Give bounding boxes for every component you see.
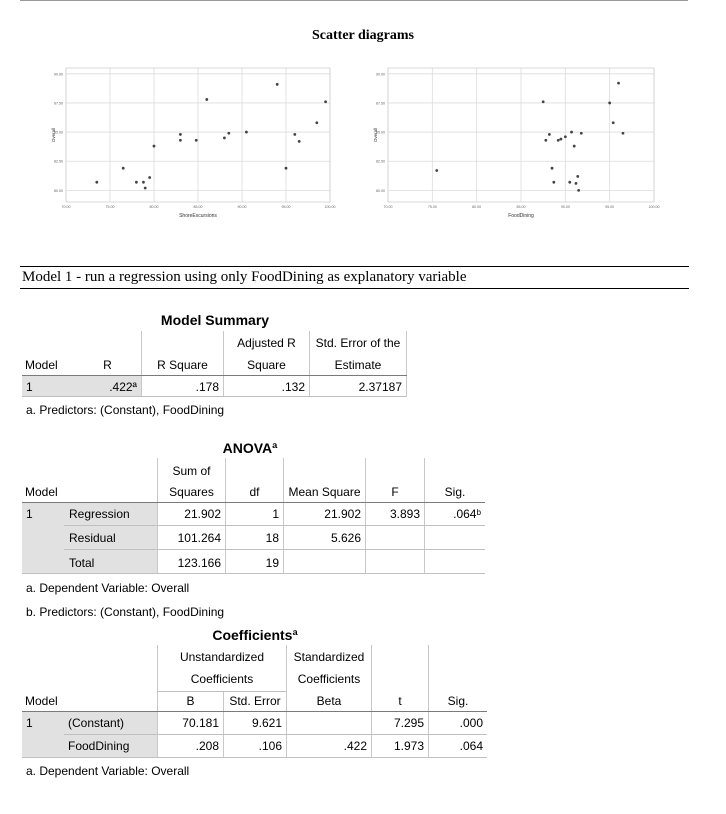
anova-header-sig: Sig. <box>444 485 466 499</box>
scatter-point <box>144 187 147 190</box>
scatter-point <box>293 133 296 136</box>
coef-header-unstd-1: Unstandardized <box>179 650 265 664</box>
y-tick-label: 80.00 <box>54 188 63 193</box>
x-tick-label: 75.00 <box>427 205 437 209</box>
coef-header-t: t <box>398 694 402 708</box>
x-tick-label: 70.00 <box>61 205 71 209</box>
scatter-point <box>179 133 182 136</box>
scatter-plot-food-dining <box>372 66 662 226</box>
anova-header-f: F <box>391 485 399 499</box>
x-tick-label: 80.00 <box>149 205 159 209</box>
coef-header-beta: Beta <box>316 694 342 708</box>
scatter-point <box>223 137 226 140</box>
scatter-point <box>276 83 279 86</box>
scatter-point <box>557 139 560 142</box>
y-tick-label: 85.00 <box>376 130 385 135</box>
x-axis-label: ShoreExcursions <box>179 213 217 219</box>
ms-header-se-1: Std. Error of the <box>315 336 401 350</box>
y-tick-label: 90.00 <box>376 72 385 77</box>
scatter-point <box>298 140 301 143</box>
scatter-point <box>205 98 208 101</box>
scatter-point <box>179 139 182 142</box>
y-tick-label: 87.50 <box>376 101 385 106</box>
scatter-point <box>575 182 578 185</box>
scatter-point <box>608 102 611 105</box>
ms-r-square-value: .178 <box>195 380 219 394</box>
y-axis-label: Overall <box>373 127 378 143</box>
coef-header-sig: Sig. <box>447 694 469 708</box>
scatter-point <box>552 181 555 184</box>
x-tick-label: 70.00 <box>383 205 393 209</box>
scatter-point <box>568 181 571 184</box>
scatter-point <box>576 175 579 178</box>
coef-header-se: Std. Error <box>229 694 281 708</box>
model-summary-title: Model Summary <box>160 312 270 328</box>
x-axis-label: FoodDining <box>508 213 534 219</box>
anova-model-num: 1 <box>26 507 33 521</box>
anova-header-ss-2: Squares <box>169 485 214 499</box>
ms-header-adj-r-2: Square <box>247 358 286 372</box>
ms-se-value: 2.37187 <box>358 380 402 394</box>
scatter-point <box>617 82 620 85</box>
scatter-point <box>195 139 198 142</box>
x-tick-label: 80.00 <box>472 205 482 209</box>
y-tick-label: 82.50 <box>54 159 63 164</box>
y-tick-label: 85.00 <box>54 130 63 135</box>
top-rule <box>20 0 688 1</box>
scatter-point <box>548 133 551 136</box>
scatter-point <box>622 132 625 135</box>
scatter-point <box>564 135 567 138</box>
coef-header-std-2: Coefficients <box>297 672 361 686</box>
scatter-point <box>570 131 573 134</box>
x-tick-label: 95.00 <box>281 205 291 209</box>
scatter-point <box>577 189 580 192</box>
ms-header-r-square: R Square <box>157 358 208 372</box>
scatter-point <box>227 132 230 135</box>
anova-note-b: b. Predictors: (Constant), FoodDining <box>26 605 225 619</box>
ms-note-a: a. Predictors: (Constant), FoodDining <box>26 403 225 417</box>
scatter-point <box>612 121 615 124</box>
x-tick-label: 85.00 <box>193 205 203 209</box>
scatter-title: Scatter diagrams <box>312 28 414 43</box>
scatter-point <box>544 139 547 142</box>
scatter-point <box>573 145 576 148</box>
scatter-point <box>153 145 156 148</box>
coef-header-b: B <box>186 694 195 708</box>
y-tick-label: 80.00 <box>376 188 385 193</box>
model-heading: Model 1 - run a regression using only FoodDining as explanatory variable <box>22 269 467 285</box>
y-tick-label: 82.50 <box>376 159 385 164</box>
ms-r-value: .422ª <box>109 380 137 394</box>
scatter-point <box>245 131 248 134</box>
anova-title: ANOVAª <box>222 440 278 456</box>
x-tick-label: 100.00 <box>324 205 336 209</box>
ms-header-se-2: Estimate <box>334 358 382 372</box>
anova-header-model: Model <box>25 485 58 499</box>
scatter-point <box>135 181 138 184</box>
x-tick-label: 100.00 <box>648 205 660 209</box>
x-tick-label: 95.00 <box>605 205 615 209</box>
scatter-point <box>148 176 151 179</box>
ms-header-adj-r-1: Adjusted R <box>237 336 296 350</box>
coef-header-model: Model <box>25 694 58 708</box>
scatter-point <box>560 138 563 141</box>
scatter-point <box>142 181 145 184</box>
scatter-point <box>122 167 125 170</box>
scatter-point <box>580 132 583 135</box>
scatter-point <box>551 167 554 170</box>
x-tick-label: 75.00 <box>105 205 115 209</box>
ms-adj-r-square-value: .132 <box>281 380 305 394</box>
scatter-point <box>95 181 98 184</box>
anova-header-ss-1: Sum of <box>172 464 211 478</box>
anova-header-df: df <box>249 485 260 499</box>
scatter-point <box>542 100 545 103</box>
scatter-point <box>324 100 327 103</box>
y-tick-label: 90.00 <box>54 72 63 77</box>
coefficients-title: Coefficientsª <box>212 627 298 643</box>
scatter-point <box>315 121 318 124</box>
scatter-point <box>285 167 288 170</box>
y-tick-label: 87.50 <box>54 101 63 106</box>
anova-note-a: a. Dependent Variable: Overall <box>26 581 190 595</box>
coef-header-unstd-2: Coefficients <box>190 672 254 686</box>
y-axis-label: Overall <box>51 127 56 143</box>
x-tick-label: 85.00 <box>516 205 526 209</box>
ms-header-model: Model <box>25 358 58 372</box>
coef-header-std-1: Standardized <box>293 650 365 664</box>
coef-note-a: a. Dependent Variable: Overall <box>26 764 190 778</box>
scatter-point <box>435 169 438 172</box>
x-tick-label: 90.00 <box>560 205 570 209</box>
coef-model-num: 1 <box>26 716 33 730</box>
model-heading-rule-top <box>20 266 689 267</box>
ms-header-r: R <box>103 358 112 372</box>
model-heading-rule-bottom <box>20 288 689 289</box>
anova-header-ms: Mean Square <box>288 485 361 499</box>
x-tick-label: 90.00 <box>237 205 247 209</box>
scatter-plot-shore-excursions <box>50 66 338 226</box>
ms-model-num: 1 <box>26 380 33 394</box>
